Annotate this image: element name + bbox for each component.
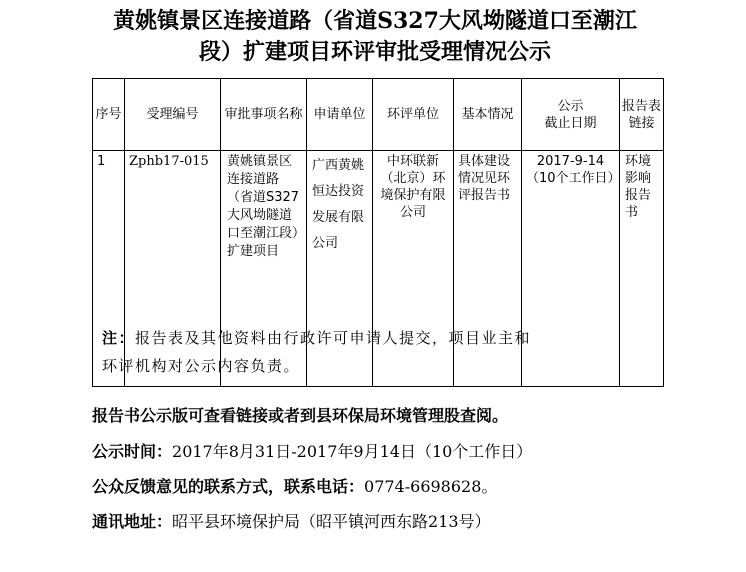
cell-item: 黄姚镇景区连接道路（省道S327大风坳隧道口至潮江段）扩建项目 — [221, 151, 307, 387]
header-link: 报告表链接 — [620, 79, 664, 151]
cell-applicant: 广西黄姚恒达投资发展有限公司 — [307, 151, 373, 387]
mailing-address — [92, 511, 692, 533]
cell-date-line-2: （10个工作日） — [526, 171, 621, 186]
contact-info — [92, 476, 692, 498]
address-label: 通讯地址： — [92, 512, 173, 531]
note-label: 注： — [102, 329, 136, 347]
header-agency: 环评单位 — [373, 79, 454, 151]
header-date-line-2: 截止日期 — [544, 115, 597, 131]
cell-seq: 1 — [93, 151, 125, 387]
header-id: 受理编号 — [125, 79, 221, 151]
note-line-2: 环评机构对公示内容负责。 — [102, 357, 301, 375]
header-item: 审批事项名称 — [221, 79, 307, 151]
contact-label: 公众反馈意见的联系方式，联系电话： — [92, 477, 365, 496]
publicity-time-value: 2017年8月31日-2017年9月14日（10个工作日） — [172, 442, 533, 461]
publicity-time-label: 公示时间： — [92, 442, 173, 461]
cell-id: Zphb17-015 — [125, 151, 221, 387]
title-line-1: 黄姚镇景区连接道路（省道S327大风坳隧道口至潮江 — [113, 8, 637, 34]
table-header-row — [93, 79, 664, 151]
header-basic: 基本情况 — [454, 79, 522, 151]
contact-phone: 0774-6698628。 — [364, 477, 498, 496]
cell-agency: 中环联新（北京）环境保护有限公司 — [373, 151, 454, 387]
page-title — [70, 6, 680, 68]
note-line-1: 报告表及其他资料由行政许可申请人提交，项目业主和 — [135, 329, 532, 347]
view-instructions: 报告书公示版可查看链接或者到县环保局环境管理股查阅。 — [92, 406, 509, 425]
header-date — [522, 79, 620, 151]
header-seq: 序号 — [93, 79, 125, 151]
address-value: 昭平县环境保护局（昭平镇河西东路213号） — [172, 512, 491, 531]
cell-date-line-1: 2017-9-14 — [536, 154, 605, 169]
title-line-2: 段）扩建项目环评审批受理情况公示 — [198, 39, 551, 65]
cell-report-link[interactable]: 环境影响报告书 — [620, 151, 664, 387]
note-block — [92, 324, 682, 380]
header-applicant: 申请单位 — [307, 79, 373, 151]
publicity-time — [92, 441, 692, 463]
cell-basic: 具体建设情况见环评报告书 — [454, 151, 522, 387]
header-date-line-1: 公示 — [557, 98, 584, 114]
